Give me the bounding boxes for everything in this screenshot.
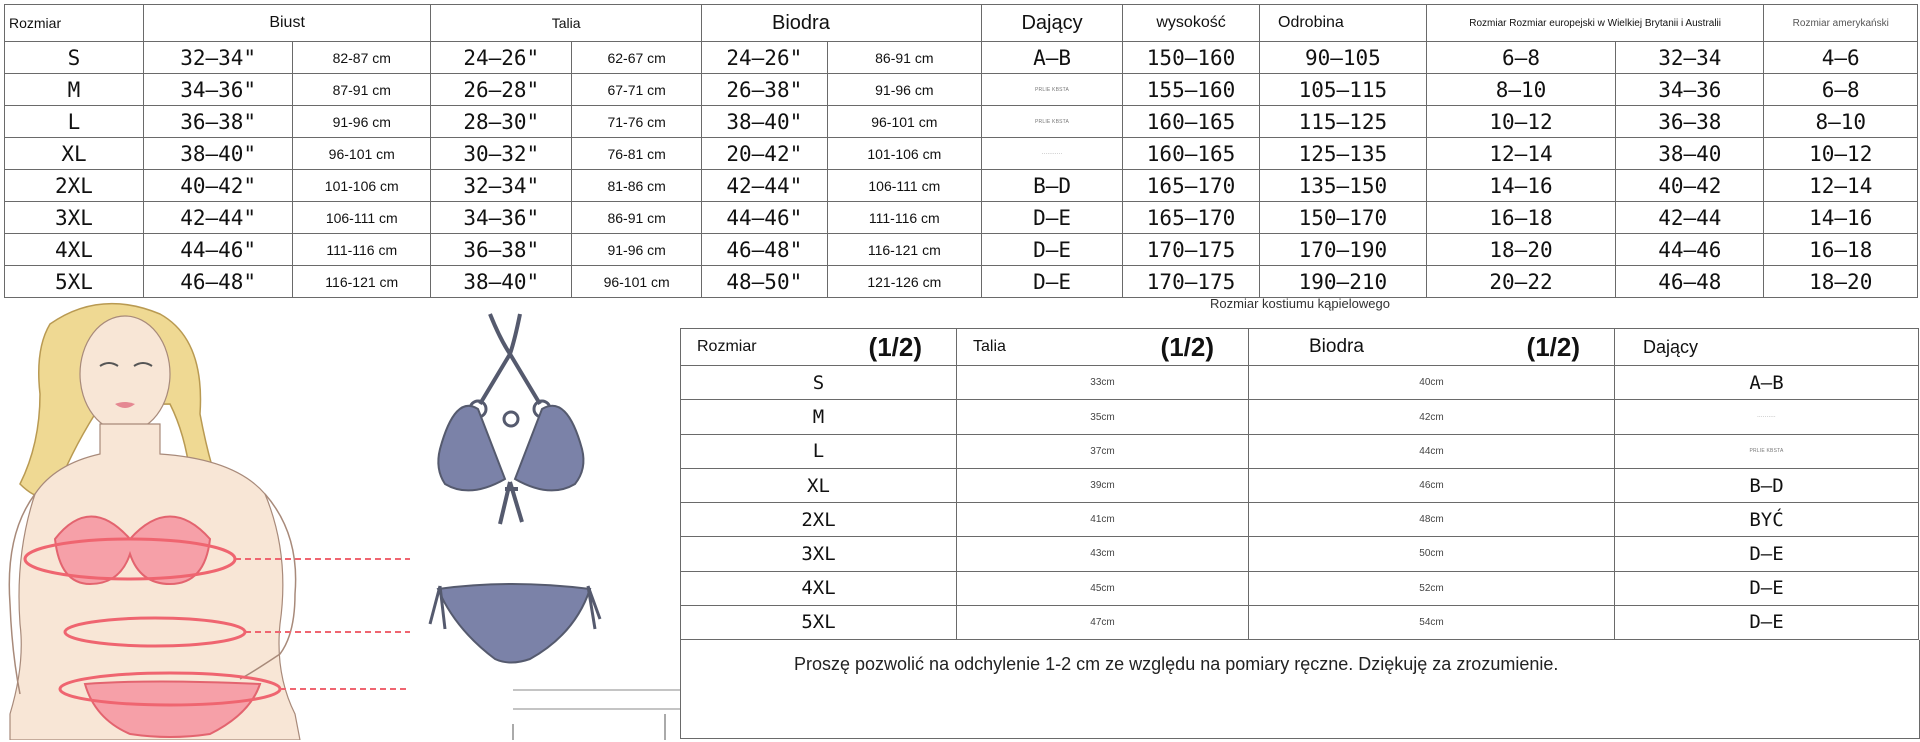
cell-hips-in: 44–46" [702,202,828,234]
swim-cell-hips: 44cm [1249,434,1615,468]
cell-waist-in: 32–34" [431,170,572,202]
header-cup: Dający [982,5,1123,42]
cell-us: 18–20 [1764,266,1918,298]
swim-cell-cup: D–E [1615,537,1919,571]
cell-hips-cm: 106-111 cm [827,170,981,202]
cell-us: 14–16 [1764,202,1918,234]
swim-cell-size: 4XL [681,571,957,605]
swim-cell-waist: 41cm [957,503,1249,537]
swimsuit-header-hips: Biodra [1309,336,1364,358]
swim-cell-cup: A–B [1615,366,1919,400]
cell-bust-cm: 116-121 cm [293,266,431,298]
swimsuit-row [681,468,1919,502]
cell-cup: ··········· [982,138,1123,170]
cell-bust-in: 42–44" [143,202,292,234]
cell-size: L [5,106,144,138]
cell-waist-cm: 96-101 cm [572,266,702,298]
cell-height: 160–165 [1123,106,1260,138]
swim-cell-waist: 47cm [957,605,1249,639]
swimsuit-row [681,537,1919,571]
cell-cup: B–D [982,170,1123,202]
cell-eu: 42–44 [1616,202,1764,234]
cell-bust-cm: 96-101 cm [293,138,431,170]
cell-weight: 125–135 [1260,138,1427,170]
cell-weight: 170–190 [1260,234,1427,266]
cell-hips-cm: 101-106 cm [827,138,981,170]
cell-weight: 105–115 [1260,74,1427,106]
cell-size: XL [5,138,144,170]
cell-cup: D–E [982,202,1123,234]
cell-bust-in: 34–36" [143,74,292,106]
cell-hips-in: 38–40" [702,106,828,138]
cell-uk: 14–16 [1426,170,1615,202]
swim-cell-waist: 35cm [957,400,1249,434]
half-marker: (1/2) [1160,331,1214,362]
swimsuit-header-waist: Talia [973,338,1006,356]
cell-bust-cm: 82-87 cm [293,42,431,74]
cell-height: 170–175 [1123,266,1260,298]
swim-cell-waist: 37cm [957,434,1249,468]
cell-hips-cm: 86-91 cm [827,42,981,74]
cell-us: 4–6 [1764,42,1918,74]
swimsuit-row [681,503,1919,537]
cell-size: S [5,42,144,74]
swim-cell-size: 2XL [681,503,957,537]
cell-eu: 38–40 [1616,138,1764,170]
cell-cup: D–E [982,266,1123,298]
cell-bust-in: 32–34" [143,42,292,74]
cell-us: 12–14 [1764,170,1918,202]
cell-cup: PRLIE KBSTA [982,106,1123,138]
size-chart-row [5,138,1918,170]
product-bikini-top [438,314,583,524]
size-chart-row [5,106,1918,138]
cell-hips-cm: 121-126 cm [827,266,981,298]
swimsuit-size-table [680,328,1919,640]
swimsuit-table-caption: Rozmiar kostiumu kąpielowego [1210,296,1390,311]
measurement-note: Proszę pozwolić na odchylenie 1-2 cm ze względu na pomiary ręczne. Dziękuję za zrozumienie. [794,654,1559,674]
swim-cell-size: 5XL [681,605,957,639]
size-chart-row [5,42,1918,74]
cell-waist-cm: 67-71 cm [572,74,702,106]
measurement-note-box [680,640,1920,739]
cell-bust-cm: 111-116 cm [293,234,431,266]
left-cup [438,406,505,491]
size-chart-row [5,202,1918,234]
swim-cell-hips: 46cm [1249,468,1615,502]
swimsuit-table-body [681,366,1919,640]
swimsuit-row [681,605,1919,639]
swim-cell-waist: 45cm [957,571,1249,605]
cell-hips-cm: 96-101 cm [827,106,981,138]
cell-hips-cm: 116-121 cm [827,234,981,266]
cell-waist-cm: 86-91 cm [572,202,702,234]
cell-hips-cm: 91-96 cm [827,74,981,106]
cell-eu: 32–34 [1616,42,1764,74]
cell-waist-cm: 81-86 cm [572,170,702,202]
cell-waist-in: 26–28" [431,74,572,106]
cell-eu: 44–46 [1616,234,1764,266]
cell-waist-in: 30–32" [431,138,572,170]
size-chart-row [5,266,1918,298]
header-eu-uk: Rozmiar Rozmiar europejski w Wielkiej Brytanii i Australii [1426,5,1764,42]
cell-hips-in: 48–50" [702,266,828,298]
bottom-panel [438,584,590,663]
header-us: Rozmiar amerykański [1764,5,1918,42]
size-chart-body [5,42,1918,298]
half-marker: (1/2) [1526,331,1580,362]
cell-weight: 135–150 [1260,170,1427,202]
swimsuit-header-size: Rozmiar [697,338,757,356]
cell-us: 16–18 [1764,234,1918,266]
cell-bust-cm: 91-96 cm [293,106,431,138]
product-bikini-bottom [430,584,600,663]
cell-hips-in: 26–38" [702,74,828,106]
cell-bust-cm: 106-111 cm [293,202,431,234]
cell-bust-in: 46–48" [143,266,292,298]
cell-size: 4XL [5,234,144,266]
cell-uk: 6–8 [1426,42,1615,74]
cell-waist-in: 38–40" [431,266,572,298]
swim-cell-waist: 43cm [957,537,1249,571]
swimsuit-row [681,434,1919,468]
swim-cell-cup: D–E [1615,571,1919,605]
cell-weight: 150–170 [1260,202,1427,234]
cell-bust-in: 38–40" [143,138,292,170]
cell-us: 6–8 [1764,74,1918,106]
header-weight: Odrobina [1260,5,1427,42]
cell-hips-in: 46–48" [702,234,828,266]
swim-cell-size: 3XL [681,537,957,571]
face [80,316,170,432]
cell-waist-cm: 71-76 cm [572,106,702,138]
size-chart-row [5,170,1918,202]
size-chart-row [5,234,1918,266]
swimsuit-row [681,366,1919,400]
cell-height: 155–160 [1123,74,1260,106]
cell-weight: 90–105 [1260,42,1427,74]
swim-cell-hips: 40cm [1249,366,1615,400]
cell-weight: 115–125 [1260,106,1427,138]
swim-cell-cup: PRLIE KBSTA [1615,434,1919,468]
cell-bust-cm: 87-91 cm [293,74,431,106]
cell-cup: PRLIE KBSTA [982,74,1123,106]
cell-waist-in: 36–38" [431,234,572,266]
swim-cell-waist: 39cm [957,468,1249,502]
cell-hips-in: 42–44" [702,170,828,202]
cell-uk: 16–18 [1426,202,1615,234]
cell-hips-in: 24–26" [702,42,828,74]
cell-hips-in: 20–42" [702,138,828,170]
cell-uk: 20–22 [1426,266,1615,298]
size-chart-table [4,4,1918,298]
swim-cell-hips: 54cm [1249,605,1615,639]
cell-uk: 12–14 [1426,138,1615,170]
bikini-illustration [0,294,680,740]
cell-size: 5XL [5,266,144,298]
cell-cup: D–E [982,234,1123,266]
cell-uk: 8–10 [1426,74,1615,106]
cell-weight: 190–210 [1260,266,1427,298]
swim-cell-waist: 33cm [957,366,1249,400]
cell-height: 165–170 [1123,202,1260,234]
header-height: wysokość [1123,5,1260,42]
cell-waist-in: 34–36" [431,202,572,234]
cell-bust-in: 40–42" [143,170,292,202]
swimsuit-header-cup: Dający [1643,336,1699,357]
cell-height: 165–170 [1123,170,1260,202]
cell-eu: 46–48 [1616,266,1764,298]
cell-waist-in: 24–26" [431,42,572,74]
swim-cell-hips: 50cm [1249,537,1615,571]
cell-hips-cm: 111-116 cm [827,202,981,234]
cell-height: 150–160 [1123,42,1260,74]
cell-bust-cm: 101-106 cm [293,170,431,202]
cell-size: 3XL [5,202,144,234]
cell-uk: 10–12 [1426,106,1615,138]
cell-height: 170–175 [1123,234,1260,266]
swim-cell-hips: 42cm [1249,400,1615,434]
size-chart-header-row [5,5,1918,42]
header-bust: Biust [143,5,430,42]
swimsuit-header-row [681,329,1919,366]
swim-cell-size: XL [681,468,957,502]
cell-height: 160–165 [1123,138,1260,170]
halter-straps [480,314,540,404]
header-waist: Talia [431,5,702,42]
cell-size: 2XL [5,170,144,202]
cell-eu: 40–42 [1616,170,1764,202]
cell-waist-cm: 91-96 cm [572,234,702,266]
cell-waist-cm: 62-67 cm [572,42,702,74]
cell-eu: 36–38 [1616,106,1764,138]
cell-uk: 18–20 [1426,234,1615,266]
swimsuit-row [681,571,1919,605]
half-marker: (1/2) [868,331,922,362]
cell-waist-in: 28–30" [431,106,572,138]
cell-size: M [5,74,144,106]
swim-cell-size: M [681,400,957,434]
cell-eu: 34–36 [1616,74,1764,106]
swim-cell-cup: D–E [1615,605,1919,639]
swim-cell-size: L [681,434,957,468]
swim-cell-hips: 48cm [1249,503,1615,537]
cell-waist-cm: 76-81 cm [572,138,702,170]
cell-cup: A–B [982,42,1123,74]
header-hips: Biodra [702,5,982,42]
front-tie [500,482,522,524]
swimsuit-row [681,400,1919,434]
cell-us: 8–10 [1764,106,1918,138]
header-size: Rozmiar [5,5,144,42]
swim-cell-cup: ·········· [1615,400,1919,434]
cell-bust-in: 36–38" [143,106,292,138]
right-tie [588,586,600,629]
swim-cell-size: S [681,366,957,400]
swim-cell-hips: 52cm [1249,571,1615,605]
swim-cell-cup: BYĆ [1615,503,1919,537]
cell-bust-in: 44–46" [143,234,292,266]
right-cup [515,406,583,491]
swim-cell-cup: B–D [1615,468,1919,502]
size-chart-row [5,74,1918,106]
cell-us: 10–12 [1764,138,1918,170]
